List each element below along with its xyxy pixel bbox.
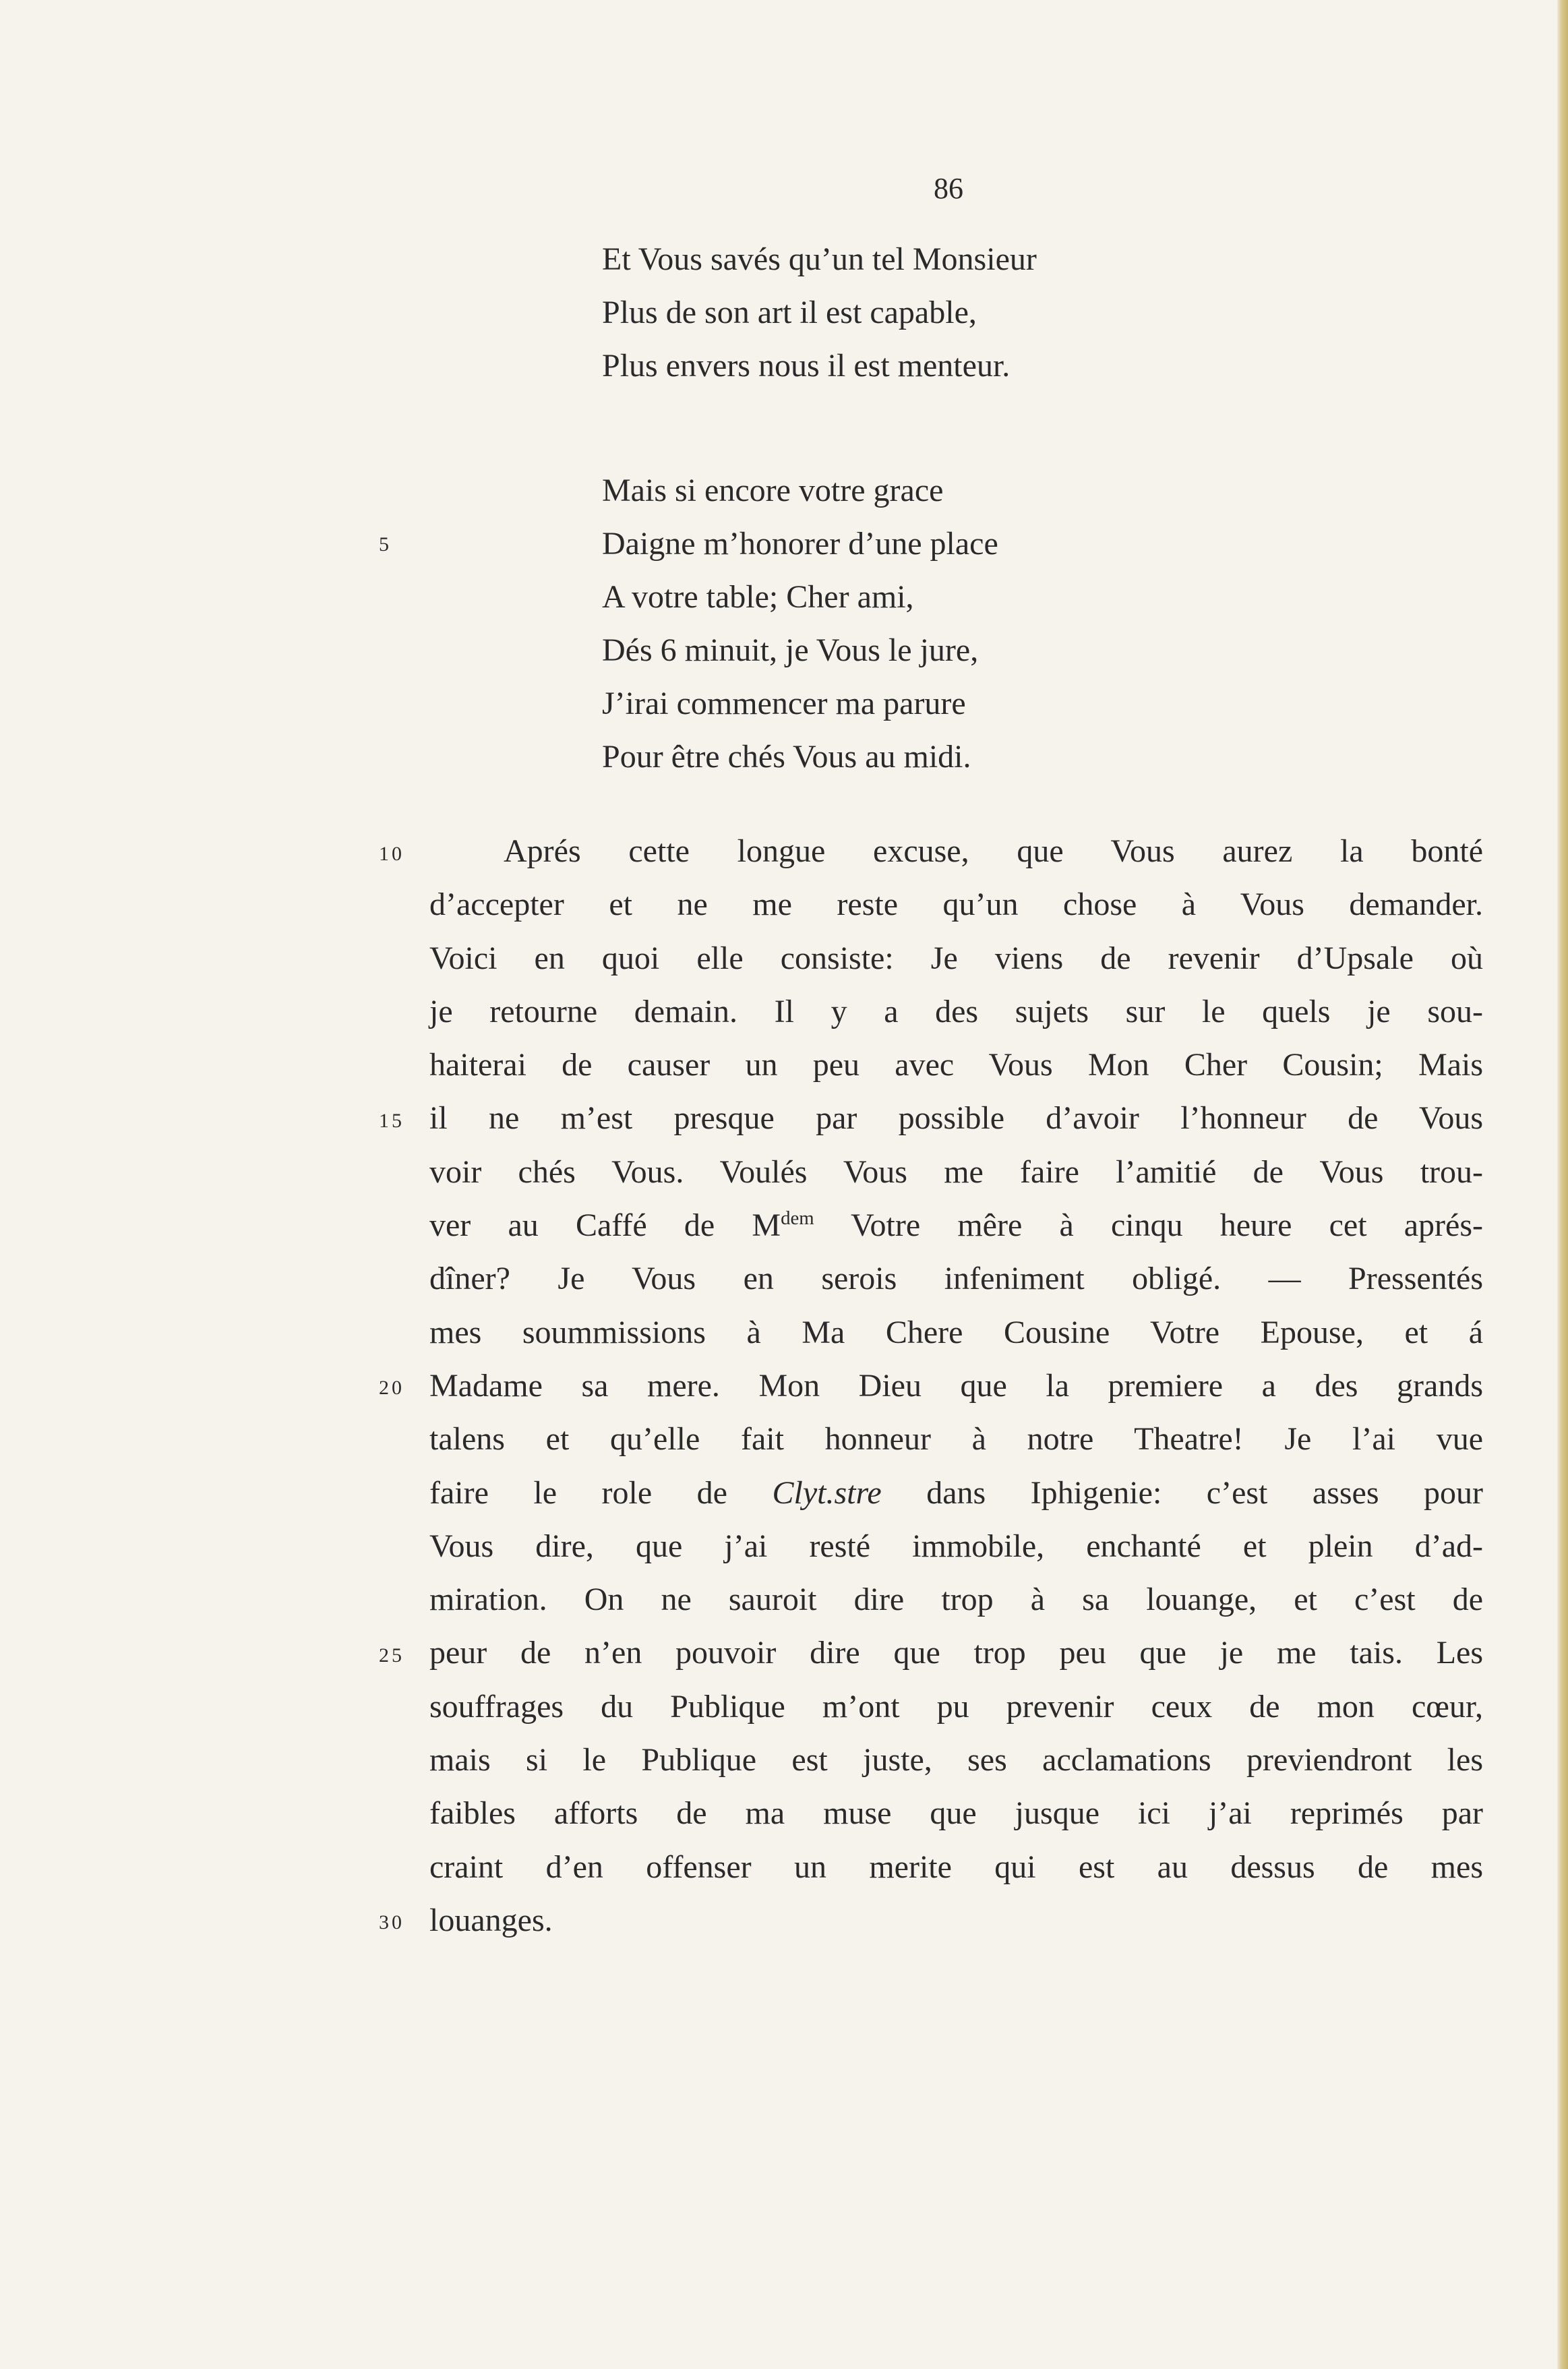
superscript-abbreviation: dem bbox=[781, 1207, 814, 1230]
prose-line: dîner? Je Vous en serois infeniment obligé. — Pressentés bbox=[429, 1261, 1483, 1297]
verse-line: Plus envers nous il est menteur. bbox=[602, 348, 1011, 384]
prose-line: mais si le Publique est juste, ses acclamations previendront les bbox=[429, 1742, 1483, 1778]
line-number-25: 25 bbox=[379, 1644, 404, 1667]
prose-line bbox=[429, 1199, 1483, 1252]
prose-text: Votre mêre à cinqu heure cet aprés- bbox=[814, 1207, 1484, 1244]
prose-line: haiterai de causer un peu avec Vous Mon Cher Cousin; Mais bbox=[429, 1047, 1483, 1083]
prose-line: je retourne demain. Il y a des sujets sur le quels je sou- bbox=[429, 993, 1483, 1029]
verse-stanza-2 bbox=[602, 464, 998, 783]
verse-line: J’irai commencer ma parure bbox=[602, 686, 966, 721]
page-number: 86 bbox=[934, 172, 963, 205]
prose-paragraph bbox=[429, 824, 1483, 1947]
line-number-5: 5 bbox=[379, 533, 392, 556]
prose-text: faire le role de bbox=[429, 1474, 773, 1511]
prose-text: dans Iphigenie: c’est asses pour bbox=[881, 1474, 1484, 1511]
verse-stanza-1 bbox=[602, 233, 1037, 392]
prose-text: ver au Caffé de M bbox=[429, 1207, 781, 1244]
prose-line: Aprés cette longue excuse, que Vous aurez la bonté bbox=[504, 833, 1483, 869]
line-number-20: 20 bbox=[379, 1377, 404, 1399]
prose-line: Madame sa mere. Mon Dieu que la premiere a des grands bbox=[429, 1367, 1483, 1404]
prose-line: faibles afforts de ma muse que jusque ici j’ai reprimés par bbox=[429, 1795, 1483, 1832]
italic-name: Clyt.stre bbox=[772, 1474, 882, 1511]
verse-line: Daigne m’honorer d’une place bbox=[602, 526, 998, 562]
verse-line: Plus de son art il est capable, bbox=[602, 295, 977, 330]
prose-line: miration. On ne sauroit dire trop à sa louange, et c’est de bbox=[429, 1582, 1483, 1618]
line-number-30: 30 bbox=[379, 1911, 404, 1933]
verse-line: Dés 6 minuit, je Vous le jure, bbox=[602, 632, 979, 668]
prose-line: louanges. bbox=[429, 1902, 553, 1938]
prose-line: talens et qu’elle fait honneur à notre Theatre! Je l’ai vue bbox=[429, 1421, 1483, 1458]
prose-line: Voici en quoi elle consiste: Je viens de revenir d’Upsale où bbox=[429, 940, 1483, 976]
prose-line: peur de n’en pouvoir dire que trop peu que je me tais. Les bbox=[429, 1635, 1483, 1671]
prose-line bbox=[429, 1466, 1483, 1520]
verse-line: Et Vous savés qu’un tel Monsieur bbox=[602, 241, 1037, 277]
prose-line: Vous dire, que j’ai resté immobile, enchanté et plein d’ad- bbox=[429, 1528, 1483, 1564]
verse-line: Pour être chés Vous au midi. bbox=[602, 739, 971, 775]
line-number-15: 15 bbox=[379, 1110, 404, 1132]
prose-line: voir chés Vous. Voulés Vous me faire l’amitié de Vous trou- bbox=[429, 1153, 1483, 1190]
prose-line: il ne m’est presque par possible d’avoir l’honneur de Vous bbox=[429, 1100, 1483, 1137]
verse-line: A votre table; Cher ami, bbox=[602, 579, 914, 615]
prose-line: d’accepter et ne me reste qu’un chose à Vous demander. bbox=[429, 887, 1483, 923]
verse-line: Mais si encore votre grace bbox=[602, 473, 944, 508]
prose-line: craint d’en offenser un merite qui est au dessus de mes bbox=[429, 1849, 1483, 1885]
prose-line: souffrages du Publique m’ont pu prevenir ceux de mon cœur, bbox=[429, 1688, 1483, 1725]
line-number-10: 10 bbox=[379, 843, 404, 865]
prose-line: mes soummissions à Ma Chere Cousine Votre Epouse, et á bbox=[429, 1314, 1483, 1350]
page-edge bbox=[1557, 0, 1568, 2369]
